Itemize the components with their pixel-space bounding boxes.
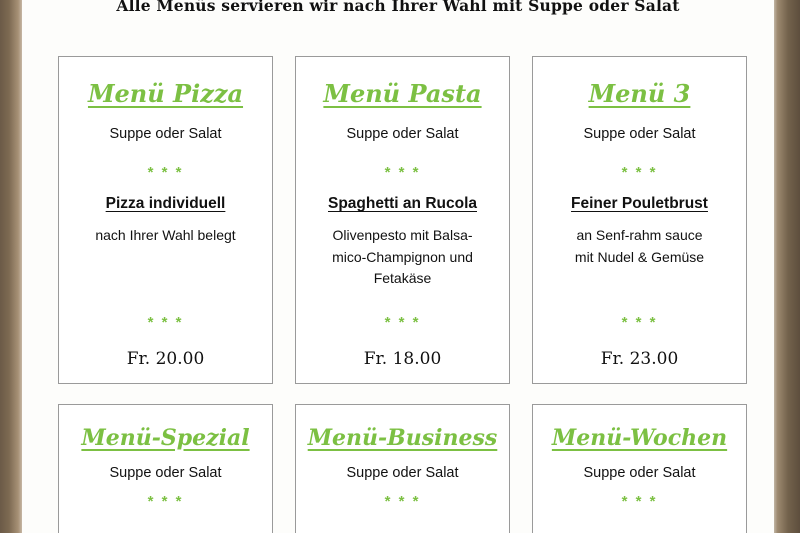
menu-card-title: Menü-Business <box>307 425 498 451</box>
menu-card-pizza[interactable] <box>58 56 273 384</box>
menu-card-3[interactable] <box>532 56 747 384</box>
menu-sheet <box>22 0 774 533</box>
menu-card-subtitle: Suppe oder Salat <box>346 126 459 142</box>
menu-card-title: Menü 3 <box>588 79 691 108</box>
menu-card-subtitle: Suppe oder Salat <box>109 465 222 481</box>
menu-card-spacer <box>306 298 499 304</box>
menu-card-description-line: Olivenpesto mit Balsa- <box>332 227 473 243</box>
menu-card-spacer <box>69 255 262 304</box>
menu-card-title: Menü-Wochen <box>551 425 728 451</box>
menu-card-description-line: an Senf-rahm sauce <box>576 227 703 243</box>
menu-card-separator: * * * <box>147 493 184 510</box>
menu-card-separator: * * * <box>384 164 421 181</box>
menu-card-subtitle: Suppe oder Salat <box>583 126 696 142</box>
menu-card-price: Fr. 23.00 <box>600 349 679 369</box>
menu-card-description-line: mico-Champignon und <box>332 248 473 265</box>
menu-card-title: Menü Pizza <box>87 79 244 108</box>
menu-card-business[interactable] <box>295 404 510 533</box>
menu-card-price: Fr. 20.00 <box>126 349 205 369</box>
menu-card-description-line: Fetakäse <box>373 270 432 287</box>
menu-card-separator: * * * <box>621 164 658 181</box>
menu-card-dish: Feiner Pouletbrust <box>571 195 708 212</box>
menu-card-description <box>69 225 262 247</box>
menu-card-spezial[interactable] <box>58 404 273 533</box>
menu-card-wochen[interactable] <box>532 404 747 533</box>
menu-card-separator: * * * <box>147 164 184 181</box>
menu-card-separator-bottom: * * * <box>384 314 421 331</box>
menu-grid <box>58 56 748 533</box>
menu-card-spacer <box>543 276 736 304</box>
menu-card-description <box>306 225 499 290</box>
menu-card-separator-bottom: * * * <box>147 314 184 331</box>
menu-card-description-line: nach Ihrer Wahl belegt <box>95 227 236 243</box>
menu-row-bottom <box>58 404 748 533</box>
page-title: Alle Menüs servieren wir nach Ihrer Wahl mit Suppe oder Salat <box>116 0 680 15</box>
menu-card-subtitle: Suppe oder Salat <box>109 126 222 142</box>
menu-card-title: Menü-Spezial <box>81 425 250 451</box>
menu-card-separator: * * * <box>621 493 658 510</box>
menu-card-separator-bottom: * * * <box>621 314 658 331</box>
board-frame-right-edge <box>770 0 800 533</box>
menu-card-description-line: mit Nudel & Gemüse <box>574 248 705 265</box>
menu-card-title: Menü Pasta <box>323 79 482 108</box>
menu-card-separator: * * * <box>384 493 421 510</box>
menu-card-description <box>543 225 736 268</box>
menu-card-pasta[interactable] <box>295 56 510 384</box>
menu-card-dish: Pizza individuell <box>105 195 226 212</box>
menu-card-price: Fr. 18.00 <box>363 349 442 369</box>
menu-card-subtitle: Suppe oder Salat <box>583 465 696 481</box>
menu-card-dish: Spaghetti an Rucola <box>328 195 477 212</box>
menu-card-subtitle: Suppe oder Salat <box>346 465 459 481</box>
menu-row-top <box>58 56 748 384</box>
